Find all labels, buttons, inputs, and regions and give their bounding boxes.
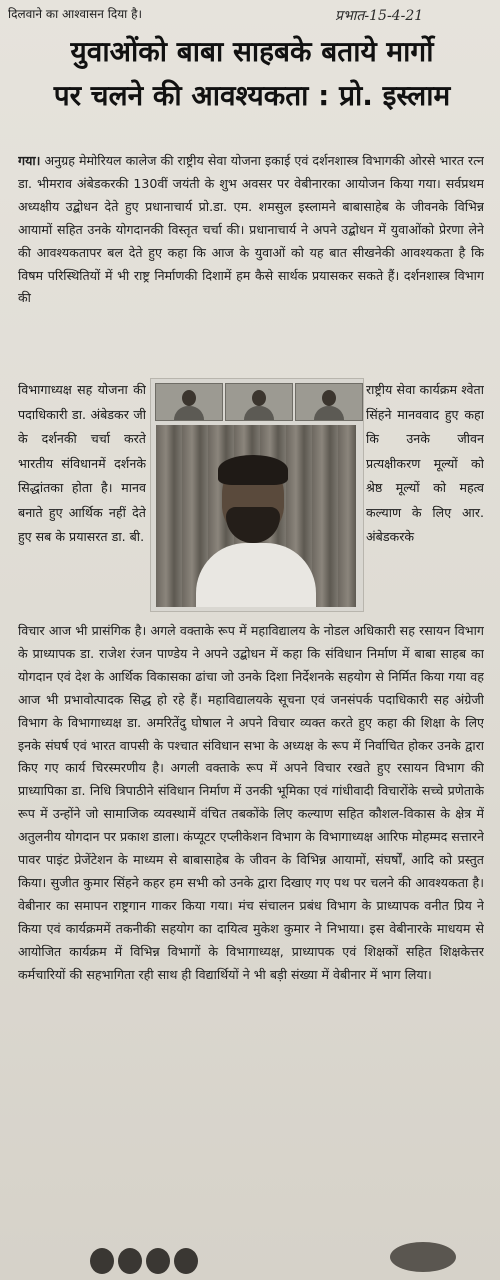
decorative-dot	[90, 1248, 114, 1274]
headline	[12, 30, 492, 118]
clipping-top-strip	[0, 0, 500, 28]
participant-torso	[174, 406, 204, 421]
article-paragraph-1	[18, 150, 484, 378]
decorative-dot	[174, 1248, 198, 1274]
decorative-dot	[118, 1248, 142, 1274]
handwritten-date-note: प्रभात-15-4-21	[335, 8, 424, 24]
participant-head	[252, 390, 266, 406]
decorative-dots	[90, 1248, 200, 1272]
participant-thumbnail-3	[295, 383, 363, 421]
headline-line-2: पर चलने की आवश्यकता : प्रो. इस्लाम	[53, 79, 451, 112]
participant-torso	[244, 406, 274, 421]
decorative-dot	[146, 1248, 170, 1274]
participant-head	[182, 390, 196, 406]
previous-article-snippet: दिलवाने का आश्वासन दिया है।	[8, 7, 143, 21]
decorative-oval	[390, 1242, 456, 1272]
dateline: गया।	[18, 153, 41, 168]
webinar-photo	[150, 378, 364, 612]
speaker-hair	[218, 455, 288, 485]
participant-thumbnail-1	[155, 383, 223, 421]
headline-line-1: युवाओंको बाबा साहबके बताये मार्गो	[70, 35, 434, 68]
right-column-text: राष्ट्रीय सेवा कार्यक्रम श्वेता सिंहने मानववाद हुए कहा कि उनके जीवन प्रत्यक्षीकरण मूल्यों को श्रेष्ठ मूल्यों को महत्व कल्याण के लिए आर. अंबेडकरके	[366, 382, 484, 544]
participant-head	[322, 390, 336, 406]
speaker-video-frame	[156, 425, 356, 607]
paragraph-1-text: अनुग्रह मेमोरियल कालेज की राष्ट्रीय सेवा योजना इकाई एवं दर्शनशास्त्र विभागकी ओरसे भारत रत्न डा. भीमराव अंबेडकरकी 130वीं जयंती के शुभ अवसर पर वेबीनारका आयोजन किया गया। सर्वप्रथम अध्यक्षीय उद्बोधन देते हुए प्रधानाचार्य प्रो.डा. एम. शमसुल इस्लामने बाबासाहेब के जीवनके विभिन्न आयामों सहित उनके योगदानकी विस्तृत चर्चा की। प्रधानाचार्य ने अपने उद्बोधन में युवाओंको प्रेरणा लेने की आवश्यकतापर बल देते हुए कहा कि आज के युवाओं को यह बात सीखनेकी आवश्यकता है कि विषम परिस्थितियों में भी राष्ट्र निर्माणकी दिशामें हम कैसे सार्थक प्रयासकर सकते हैं। दर्शनशास्त्र विभाग की	[18, 153, 484, 306]
article-paragraph-2: विचार आज भी प्रासंगिक है। अगले वक्ताके रूप में महाविद्यालय के नोडल अधिकारी सह रसायन विभाग के प्राध्यापक डा. राजेश रंजन पाण्डेय ने अपने उद्बोधन में कहा कि संविधान निर्माण में बाबा साहब का योगदान एवं देश के आर्थिक विकासका ढांचा जो उनके दिशा निर्देशनके सहयोग से निर्मित किया गया वह आज भी प्रभावोत्पादक सिद्ध हो रहे हैं। महाविद्यालयके सूचना एवं जनसंपर्क पदाधिकारी सह अंग्रेजी विभाग के विभागाध्यक्ष डा. अमरितेंदु घोषाल ने अपने विचार व्यक्त करते हुए कहा की शिक्षा के लिए इनके संघर्ष एवं भारत वापसी के पश्चात संविधान सभा के अध्यक्ष के रूप में निर्वाचित होकर उनके द्वारा किए गए कार्य चिरस्मरणीय है। अगली वक्ताके रूप में अपने विचार रखते हुए रसायन विभाग की प्राध्यापिका डा. निधि त्रिपाठीने संविधान निर्माण में उनकी भूमिका एवं गांधीवादी विचारोंके सच्चे प्रणेताके रूप में उन्होंने जो सामाजिक व्यवस्थामें वंचित तबकोंके लिए कल्याण सहित कौशल-विकास के क्षेत्र में अतुलनीय योगदान पर प्रकाश डाला। कंप्यूटर एप्लीकेशन विभाग के विभागाध्यक्ष आरिफ मोहम्मद सत्तारने पावर पाइंट प्रेजेंटेशन के माध्यम से बाबासाहेब के जीवन के विभिन्न आयामों, संघर्षों, आदि को प्रस्तुत किया। सुजीत कुमार सिंहने कहर हम सभी को उनके द्वारा दिखाए गए पथ पर चलने की आवश्यकता है। वेबीनार का समापन राष्ट्रगान गाकर किया गया। मंच संचालन प्रबंध विभाग के प्राध्यापक वनीत प्रिय ने किया एवं कार्यक्रममें तकनीकी सहयोग का दायित्व मुकेश कुमार ने निभाया। इस वेबीनारके माधयम से आयोजित कार्यक्रम में विभिन्न विभागों के विभागाध्यक्ष, प्राध्यापक एवं शिक्षकों सहित शिक्षकेत्तर कर्मचारियों की सहभागिता रही साथ ही विद्यार्थियों ने भी बड़ी संख्या में वेबीनार में भाग लिया।	[18, 623, 484, 982]
left-column-text: विभागाध्यक्ष सह योजना की पदाधिकारी डा. अंबेडकर जी के दर्शनकी चर्चा करते भारतीय संविधानमें दर्शनके सिद्धांतका होता है। मानव बनाते हुए आर्थिक नहीं देते हुए सब के प्रयासरत डा. बी.	[18, 382, 146, 544]
participant-torso	[314, 406, 344, 421]
participant-thumbnail-2	[225, 383, 293, 421]
